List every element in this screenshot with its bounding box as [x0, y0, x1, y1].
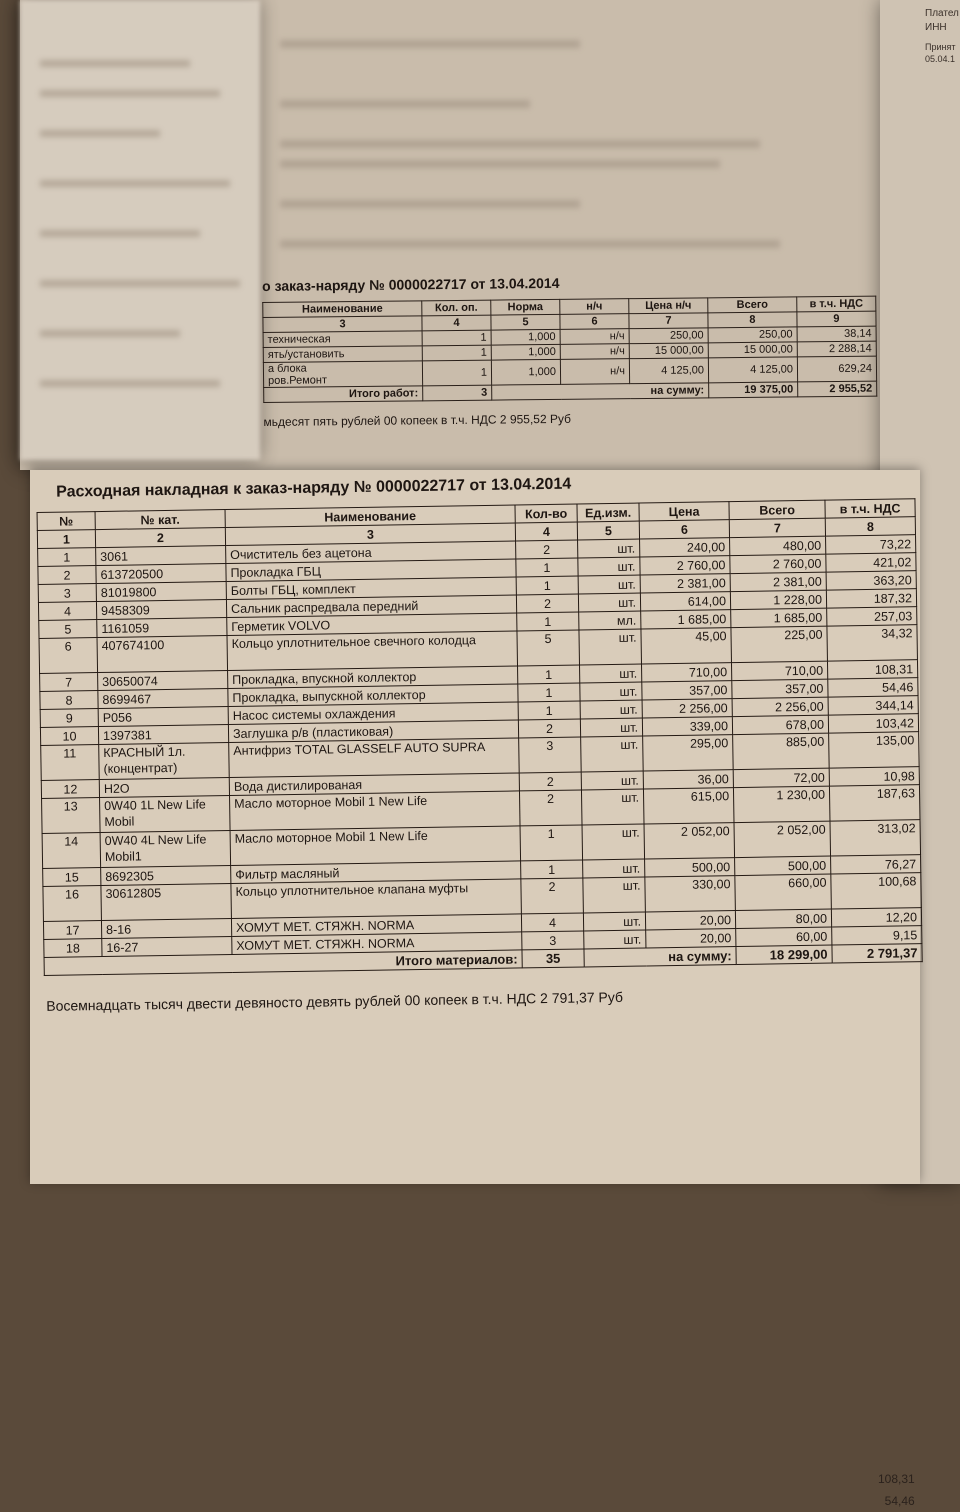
cell-quantity: 2 — [516, 594, 578, 613]
cell-catalog-number: 613720500 — [96, 564, 226, 584]
cell-item-name: Прокладка, выпускной коллектор — [228, 684, 518, 707]
cell-unit: шт. — [584, 930, 646, 949]
cell-catalog-number: 8-16 — [101, 918, 231, 938]
materials-header: в т.ч. НДС — [825, 499, 915, 518]
cell-catalog-number: 3061 — [96, 546, 226, 566]
cell-unit: шт. — [583, 877, 646, 913]
cell-price: 240,00 — [640, 538, 730, 557]
cell-total: 80,00 — [735, 909, 831, 929]
cell-item-name: Герметик VOLVO — [227, 613, 517, 636]
cell-row-number: 18 — [44, 939, 102, 958]
materials-header: Ед.изм. — [577, 503, 639, 522]
cell-vat: 100,68 — [831, 873, 922, 909]
cell-item-name: Болты ГБЦ, комплект — [226, 577, 516, 600]
cell-quantity: 1 — [520, 825, 583, 861]
materials-rows — [38, 535, 922, 958]
works-col-number: 5 — [491, 314, 560, 330]
materials-total-vat: 2 791,37 — [832, 944, 922, 963]
works-cell: 1,000 — [491, 344, 560, 360]
works-cell: 1 — [422, 360, 491, 386]
cell-total: 60,00 — [736, 927, 832, 947]
materials-header: № кат. — [95, 510, 225, 530]
works-cell: ять/установить — [263, 346, 422, 363]
cell-row-number: 12 — [41, 780, 99, 799]
cell-vat: 34,32 — [827, 625, 918, 661]
right-label-accepted: Принят — [925, 42, 956, 52]
works-cell: 250,00 — [629, 328, 708, 344]
cell-item-name: Прокладка ГБЦ — [226, 559, 516, 582]
cell-quantity: 3 — [522, 931, 584, 950]
materials-col-number: 2 — [95, 528, 225, 548]
materials-col-number: 7 — [729, 518, 825, 538]
cell-catalog-number: 30650074 — [98, 671, 228, 691]
cell-row-number: 7 — [40, 673, 98, 692]
right-label-payer: Плател — [925, 8, 959, 19]
materials-header: Цена — [639, 502, 729, 521]
works-col-number: 6 — [560, 314, 629, 330]
cell-quantity: 2 — [519, 790, 582, 826]
cell-row-number: 3 — [38, 584, 96, 603]
works-header: в т.ч. НДС — [797, 296, 876, 312]
cell-catalog-number: 1397381 — [98, 725, 228, 745]
materials-header: Наименование — [225, 505, 515, 528]
cell-quantity: 2 — [518, 719, 580, 738]
cell-total: 72,00 — [733, 768, 829, 788]
works-cell: н/ч — [560, 344, 629, 360]
cell-price: 2 760,00 — [640, 556, 730, 575]
works-cell: н/ч — [560, 329, 629, 345]
cell-price: 615,00 — [643, 788, 734, 824]
cell-row-number: 13 — [42, 798, 101, 834]
cell-total: 1 230,00 — [733, 786, 830, 823]
cell-catalog-number: P056 — [98, 707, 228, 727]
cell-price: 2 052,00 — [644, 823, 735, 859]
cell-price: 330,00 — [645, 876, 736, 912]
cell-quantity: 3 — [519, 737, 582, 773]
works-cell: 4 125,00 — [708, 357, 797, 383]
works-total-sum: 19 375,00 — [709, 382, 798, 398]
cell-quantity: 1 — [516, 558, 578, 577]
cell-unit: шт. — [581, 736, 644, 772]
cell-catalog-number: 30612805 — [101, 883, 232, 920]
cell-catalog-number: КРАСНЫЙ 1л. (концентрат) — [99, 743, 230, 780]
cell-item-name: ХОМУТ МЕТ. СТЯЖН. NORMA — [232, 932, 522, 955]
materials-total-label: Итого материалов: — [44, 950, 522, 976]
cell-item-name: Заглушка р/в (пластиковая) — [228, 720, 518, 743]
cell-unit: шт. — [581, 789, 644, 825]
cell-vat: 257,03 — [827, 607, 917, 626]
cell-item-name: Насос системы охлаждения — [228, 702, 518, 725]
materials-col-number: 4 — [515, 522, 577, 541]
cell-price: 339,00 — [642, 717, 732, 736]
cell-quantity: 1 — [518, 683, 580, 702]
cell-quantity: 2 — [521, 878, 584, 914]
cell-price: 614,00 — [640, 592, 730, 611]
cell-quantity: 1 — [517, 612, 579, 631]
works-cell: 1,000 — [491, 329, 560, 345]
cell-price: 20,00 — [646, 929, 736, 948]
cell-unit: шт. — [580, 682, 642, 701]
cell-row-number: 4 — [38, 602, 96, 621]
cell-row-number: 10 — [40, 727, 98, 746]
materials-col-number: 1 — [37, 530, 95, 549]
cell-row-number: 2 — [38, 566, 96, 585]
cell-vat: 10,98 — [829, 767, 919, 786]
margin-notes — [878, 1468, 915, 1512]
cell-item-name: Фильтр масляный — [231, 861, 521, 884]
cell-row-number: 6 — [39, 638, 98, 674]
cell-unit: шт. — [580, 664, 642, 683]
cell-unit: шт. — [578, 557, 640, 576]
materials-section — [36, 464, 922, 1014]
materials-col-number: 5 — [577, 521, 639, 540]
works-header: Норма — [491, 299, 560, 315]
cell-quantity: 1 — [518, 665, 580, 684]
cell-price: 295,00 — [643, 735, 734, 771]
cell-vat: 76,27 — [831, 855, 921, 874]
cell-total: 678,00 — [732, 715, 828, 735]
cell-item-name: Кольцо уплотнительное клапана муфты — [231, 879, 522, 919]
cell-vat: 344,14 — [828, 696, 918, 715]
materials-sheet — [30, 470, 920, 1508]
works-col-number: 7 — [629, 313, 708, 329]
works-total-vat: 2 955,52 — [798, 381, 877, 397]
works-cell: 1 — [422, 330, 491, 346]
cell-price: 2 256,00 — [642, 699, 732, 718]
works-cell: 1,000 — [491, 359, 560, 385]
cell-price: 2 381,00 — [640, 574, 730, 593]
cell-vat: 73,22 — [826, 535, 916, 554]
works-col-number: 8 — [708, 312, 797, 328]
cell-unit: шт. — [582, 824, 645, 860]
cell-vat: 187,63 — [829, 785, 920, 821]
cell-total: 2 760,00 — [730, 554, 826, 574]
cell-vat: 108,31 — [827, 660, 917, 679]
works-cell: 15 000,00 — [708, 342, 797, 358]
cell-vat: 54,46 — [828, 678, 918, 697]
works-cell: 38,14 — [797, 326, 876, 342]
works-header: Наименование — [263, 301, 422, 318]
cell-row-number: 17 — [43, 921, 101, 940]
cell-unit: шт. — [578, 593, 640, 612]
cell-item-name: Антифриз TOTAL GLASSELF AUTO SUPRA — [229, 738, 520, 778]
cell-item-name: Масло моторное Mobil 1 New Life — [230, 791, 521, 831]
materials-title: Расходная накладная к заказ-наряду № 0000022717 от 13.04.2014 — [56, 475, 572, 501]
cell-total: 357,00 — [732, 679, 828, 699]
works-total-count: 3 — [423, 385, 492, 401]
cell-price: 45,00 — [641, 628, 732, 664]
cell-total: 480,00 — [730, 536, 826, 556]
works-cell: н/ч — [560, 359, 629, 385]
cell-item-name: Кольцо уплотнительное свечного колодца — [227, 631, 518, 671]
cell-total: 500,00 — [735, 856, 831, 876]
works-amount-words: мьдесят пять рублей 00 копеек в т.ч. НДС 2 955,52 Руб — [263, 411, 572, 429]
materials-header: № — [37, 512, 95, 531]
materials-amount-words: Восемнадцать тысяч двести девяносто девять рублей 00 копеек в т.ч. НДС 2 791,37 Руб — [46, 988, 624, 1014]
cell-item-name: Сальник распредвала передний — [226, 595, 516, 618]
cell-row-number: 8 — [40, 691, 98, 710]
cell-total: 1 685,00 — [731, 608, 827, 628]
materials-col-number: 6 — [639, 520, 729, 539]
cell-quantity: 2 — [516, 540, 578, 559]
cell-price: 710,00 — [641, 663, 731, 682]
works-col-number: 3 — [263, 316, 422, 333]
works-header: Цена н/ч — [629, 298, 708, 314]
materials-total-sum: 18 299,00 — [736, 945, 832, 965]
cell-quantity: 1 — [518, 701, 580, 720]
works-cell: 15 000,00 — [629, 343, 708, 359]
works-section — [262, 271, 904, 429]
cell-catalog-number: 1161059 — [97, 618, 227, 638]
cell-vat: 9,15 — [832, 926, 922, 945]
cell-item-name: Масло моторное Mobil 1 New Life — [230, 826, 521, 866]
cell-item-name: Очиститель без ацетона — [226, 541, 516, 564]
cell-price: 20,00 — [645, 911, 735, 930]
cell-vat: 421,02 — [826, 553, 916, 572]
cell-quantity: 4 — [521, 913, 583, 932]
cell-row-number: 1 — [38, 548, 96, 567]
cell-total: 660,00 — [735, 874, 832, 911]
works-total-label: Итого работ: — [264, 386, 423, 403]
works-cell: 1 — [422, 345, 491, 361]
cell-total: 2 052,00 — [734, 821, 831, 858]
works-cell: 250,00 — [708, 327, 797, 343]
cell-total: 885,00 — [733, 733, 830, 770]
works-table — [262, 296, 877, 403]
materials-col-number: 3 — [225, 523, 515, 546]
cell-vat: 103,42 — [828, 714, 918, 733]
cell-total: 2 256,00 — [732, 697, 828, 717]
cell-quantity: 2 — [519, 772, 581, 791]
cell-catalog-number: 0W40 1L New Life Mobil — [100, 795, 231, 832]
works-rows — [263, 326, 877, 387]
cell-vat: 313,02 — [830, 820, 921, 856]
works-col-number: 9 — [797, 311, 876, 327]
cell-catalog-number: 8692305 — [101, 865, 231, 885]
cell-row-number: 11 — [41, 745, 100, 781]
cell-item-name: ХОМУТ МЕТ. СТЯЖН. NORMA — [231, 914, 521, 937]
works-col-number: 4 — [422, 315, 491, 331]
cell-catalog-number: 9458309 — [96, 600, 226, 620]
cell-price: 357,00 — [642, 681, 732, 700]
works-sum-label: на сумму: — [492, 383, 709, 400]
works-header: Всего — [708, 297, 797, 313]
right-label-inn: ИНН — [925, 22, 947, 33]
works-header: н/ч — [560, 299, 629, 315]
cell-unit: шт. — [579, 629, 642, 665]
cell-total: 710,00 — [731, 661, 827, 681]
materials-total-count: 35 — [522, 949, 584, 968]
works-cell: а блока ров.Ремонт — [263, 361, 422, 388]
works-cell: техническая — [263, 331, 422, 348]
cell-quantity: 1 — [516, 576, 578, 595]
margin-note: 108,31 — [878, 1472, 915, 1486]
cell-price: 500,00 — [645, 858, 735, 877]
works-cell: 629,24 — [797, 356, 876, 382]
cell-total: 2 381,00 — [730, 572, 826, 592]
cell-vat: 12,20 — [831, 908, 921, 927]
works-cell: 4 125,00 — [629, 358, 708, 384]
cell-price: 1 685,00 — [641, 610, 731, 629]
cell-row-number: 5 — [39, 620, 97, 639]
cell-quantity: 1 — [521, 860, 583, 879]
cell-price: 36,00 — [643, 770, 733, 789]
materials-sum-label: на сумму: — [584, 947, 736, 967]
cell-vat: 187,32 — [826, 589, 916, 608]
cell-catalog-number: 81019800 — [96, 582, 226, 602]
cell-unit: шт. — [583, 912, 645, 931]
cell-unit: шт. — [580, 718, 642, 737]
cell-catalog-number: 8699467 — [98, 689, 228, 709]
cell-unit: шт. — [583, 859, 645, 878]
margin-note: 54,46 — [884, 1494, 915, 1508]
cell-vat: 363,20 — [826, 571, 916, 590]
right-label-date: 05.04.1 — [925, 54, 956, 64]
cell-item-name: Прокладка, впускной коллектор — [228, 666, 518, 689]
cell-catalog-number: 16-27 — [102, 936, 232, 956]
works-title: о заказ-наряду № 0000022717 от 13.04.2014 — [262, 274, 560, 294]
cell-row-number: 15 — [43, 868, 101, 887]
cell-catalog-number: H2O — [99, 778, 229, 798]
cell-row-number: 16 — [43, 886, 102, 922]
cell-total: 1 228,00 — [730, 590, 826, 610]
cell-unit: шт. — [578, 539, 640, 558]
works-cell: 2 288,14 — [797, 341, 876, 357]
cell-unit: шт. — [580, 700, 642, 719]
works-header: Кол. оп. — [422, 300, 491, 316]
cell-unit: шт. — [578, 575, 640, 594]
materials-table — [37, 498, 923, 976]
cell-unit: шт. — [581, 771, 643, 790]
cell-catalog-number: 407674100 — [97, 636, 228, 673]
cell-total: 225,00 — [731, 626, 828, 663]
cell-row-number: 14 — [42, 833, 101, 869]
cell-vat: 135,00 — [829, 732, 920, 768]
cell-item-name: Вода дистилированая — [229, 773, 519, 796]
cell-catalog-number: 0W40 4L New Life Mobil1 — [100, 830, 231, 867]
cell-quantity: 5 — [517, 630, 580, 666]
cell-row-number: 9 — [40, 709, 98, 728]
materials-header: Кол-во — [515, 504, 577, 523]
cell-unit: мл. — [579, 611, 641, 630]
materials-col-number: 8 — [825, 517, 915, 536]
materials-header: Всего — [729, 500, 825, 520]
